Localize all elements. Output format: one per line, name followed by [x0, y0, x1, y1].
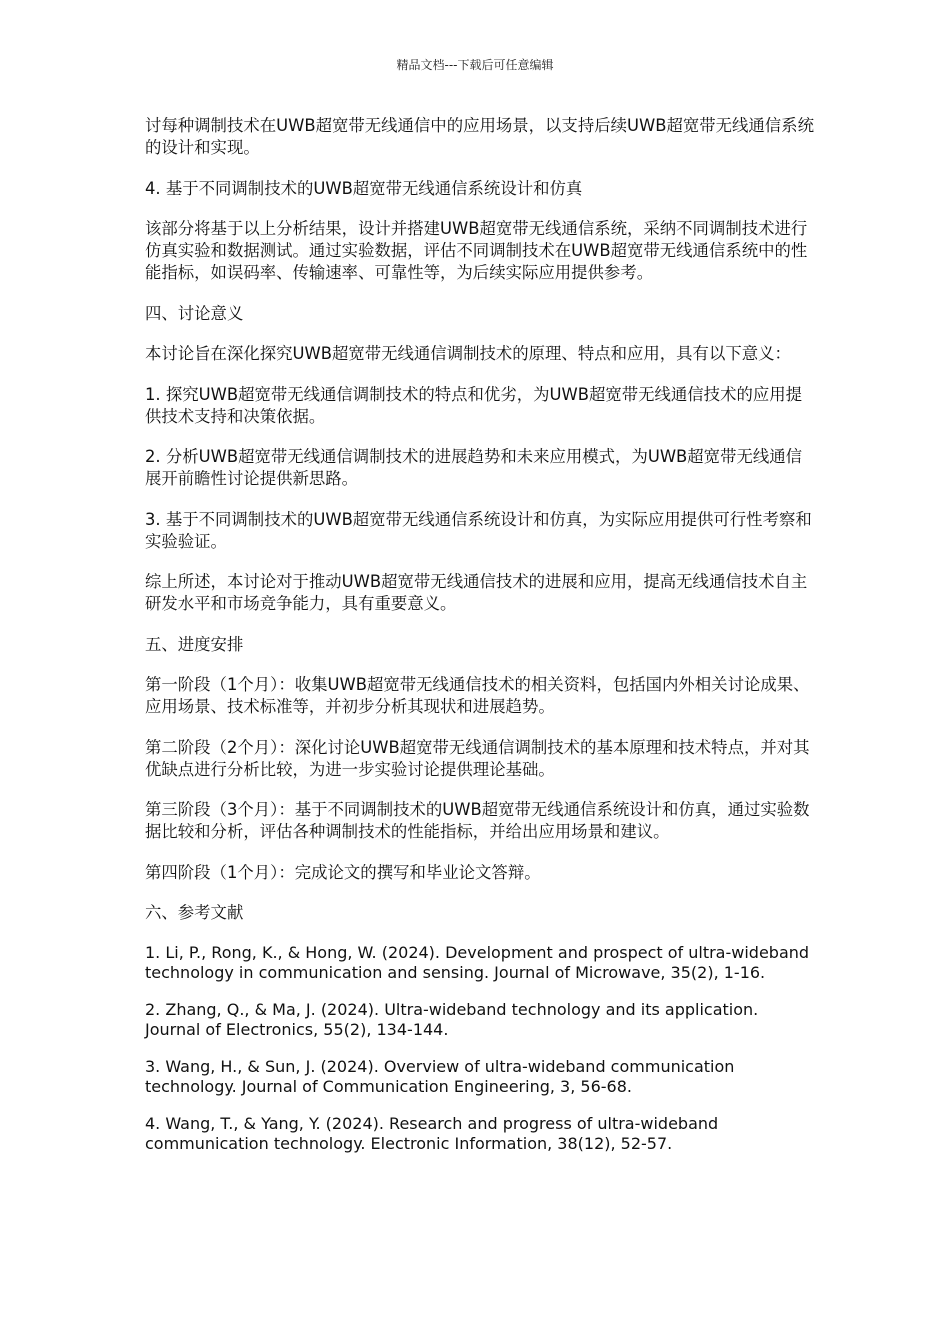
significance-item-2: 2. 分析UWB超宽带无线通信调制技术的进展趋势和未来应用模式，为UWB超宽带无线通信展开前瞻性讨论提供新思路。 [145, 447, 803, 488]
item-4-heading: 4. 基于不同调制技术的UWB超宽带无线通信系统设计和仿真 [145, 178, 583, 198]
significance-summary: 综上所述，本讨论对于推动UWB超宽带无线通信技术的进展和应用，提高无线通信技术自主研发水平和市场竞争能力，具有重要意义。 [145, 572, 808, 613]
significance-item-3: 3. 基于不同调制技术的UWB超宽带无线通信系统设计和仿真，为实际应用提供可行性考察和实验验证。 [145, 509, 812, 551]
paragraph-intro-continuation: 讨每种调制技术在UWB超宽带无线通信中的应用场景，以支持后续UWB超宽带无线通信系统的设计和实现。 [145, 116, 814, 157]
significance-intro: 本讨论旨在深化探究UWB超宽带无线通信调制技术的原理、特点和应用，具有以下意义： [145, 344, 791, 363]
reference-item: 3. Wang, H., & Sun, J. (2024). Overview of ultra-wideband communication technology. Journal of Communication Engineering, 3, 56-68. [145, 1056, 735, 1096]
schedule-phase-2: 第二阶段（2个月）：深化讨论UWB超宽带无线通信调制技术的基本原理和技术特点，并对其优缺点进行分析比较，为进一步实验讨论提供理论基础。 [145, 737, 810, 779]
reference-item: 2. Zhang, Q., & Ma, J. (2024). Ultra-wideband technology and its application. Journal of Electronics, 55(2), 134-144. [145, 999, 759, 1039]
schedule-phase-1: 第一阶段（1个月）：收集UWB超宽带无线通信技术的相关资料，包括国内外相关讨论成果、应用场景、技术标准等，并初步分析其现状和进展趋势。 [145, 675, 810, 716]
section-heading-schedule: 五、进度安排 [145, 634, 244, 654]
item-4-description: 该部分将基于以上分析结果，设计并搭建UWB超宽带无线通信系统，采纳不同调制技术进行仿真实验和数据测试。通过实验数据，评估不同调制技术在UWB超宽带无线通信系统中的性能指标，如误码率、传输速率、可靠性等，为后续实际应用提供参考。 [145, 219, 808, 282]
reference-item: 1. Li, P., Rong, K., & Hong, W. (2024). Development and prospect of ultra-wideband technology in communication and sensing. Journal of Microwave, 35(2), 1-16. [145, 942, 810, 982]
schedule-phase-4: 第四阶段（1个月）：完成论文的撰写和毕业论文答辩。 [145, 862, 541, 882]
schedule-phase-3: 第三阶段（3个月）：基于不同调制技术的UWB超宽带无线通信系统设计和仿真，通过实验数据比较和分析，评估各种调制技术的性能指标，并给出应用场景和建议。 [145, 800, 810, 841]
section-heading-significance: 四、讨论意义 [145, 303, 244, 323]
significance-item-1: 1. 探究UWB超宽带无线通信调制技术的特点和优劣，为UWB超宽带无线通信技术的应用提供技术支持和决策依据。 [145, 384, 803, 426]
reference-item: 4. Wang, T., & Yang, Y. (2024). Research and progress of ultra-wideband communication technology. Electronic Information, 38(12), 52-57. [145, 1113, 719, 1153]
page-header: 精品文档---下载后可任意编辑 [396, 58, 554, 72]
section-heading-references: 六、参考文献 [145, 903, 244, 922]
document-body [145, 115, 815, 1171]
